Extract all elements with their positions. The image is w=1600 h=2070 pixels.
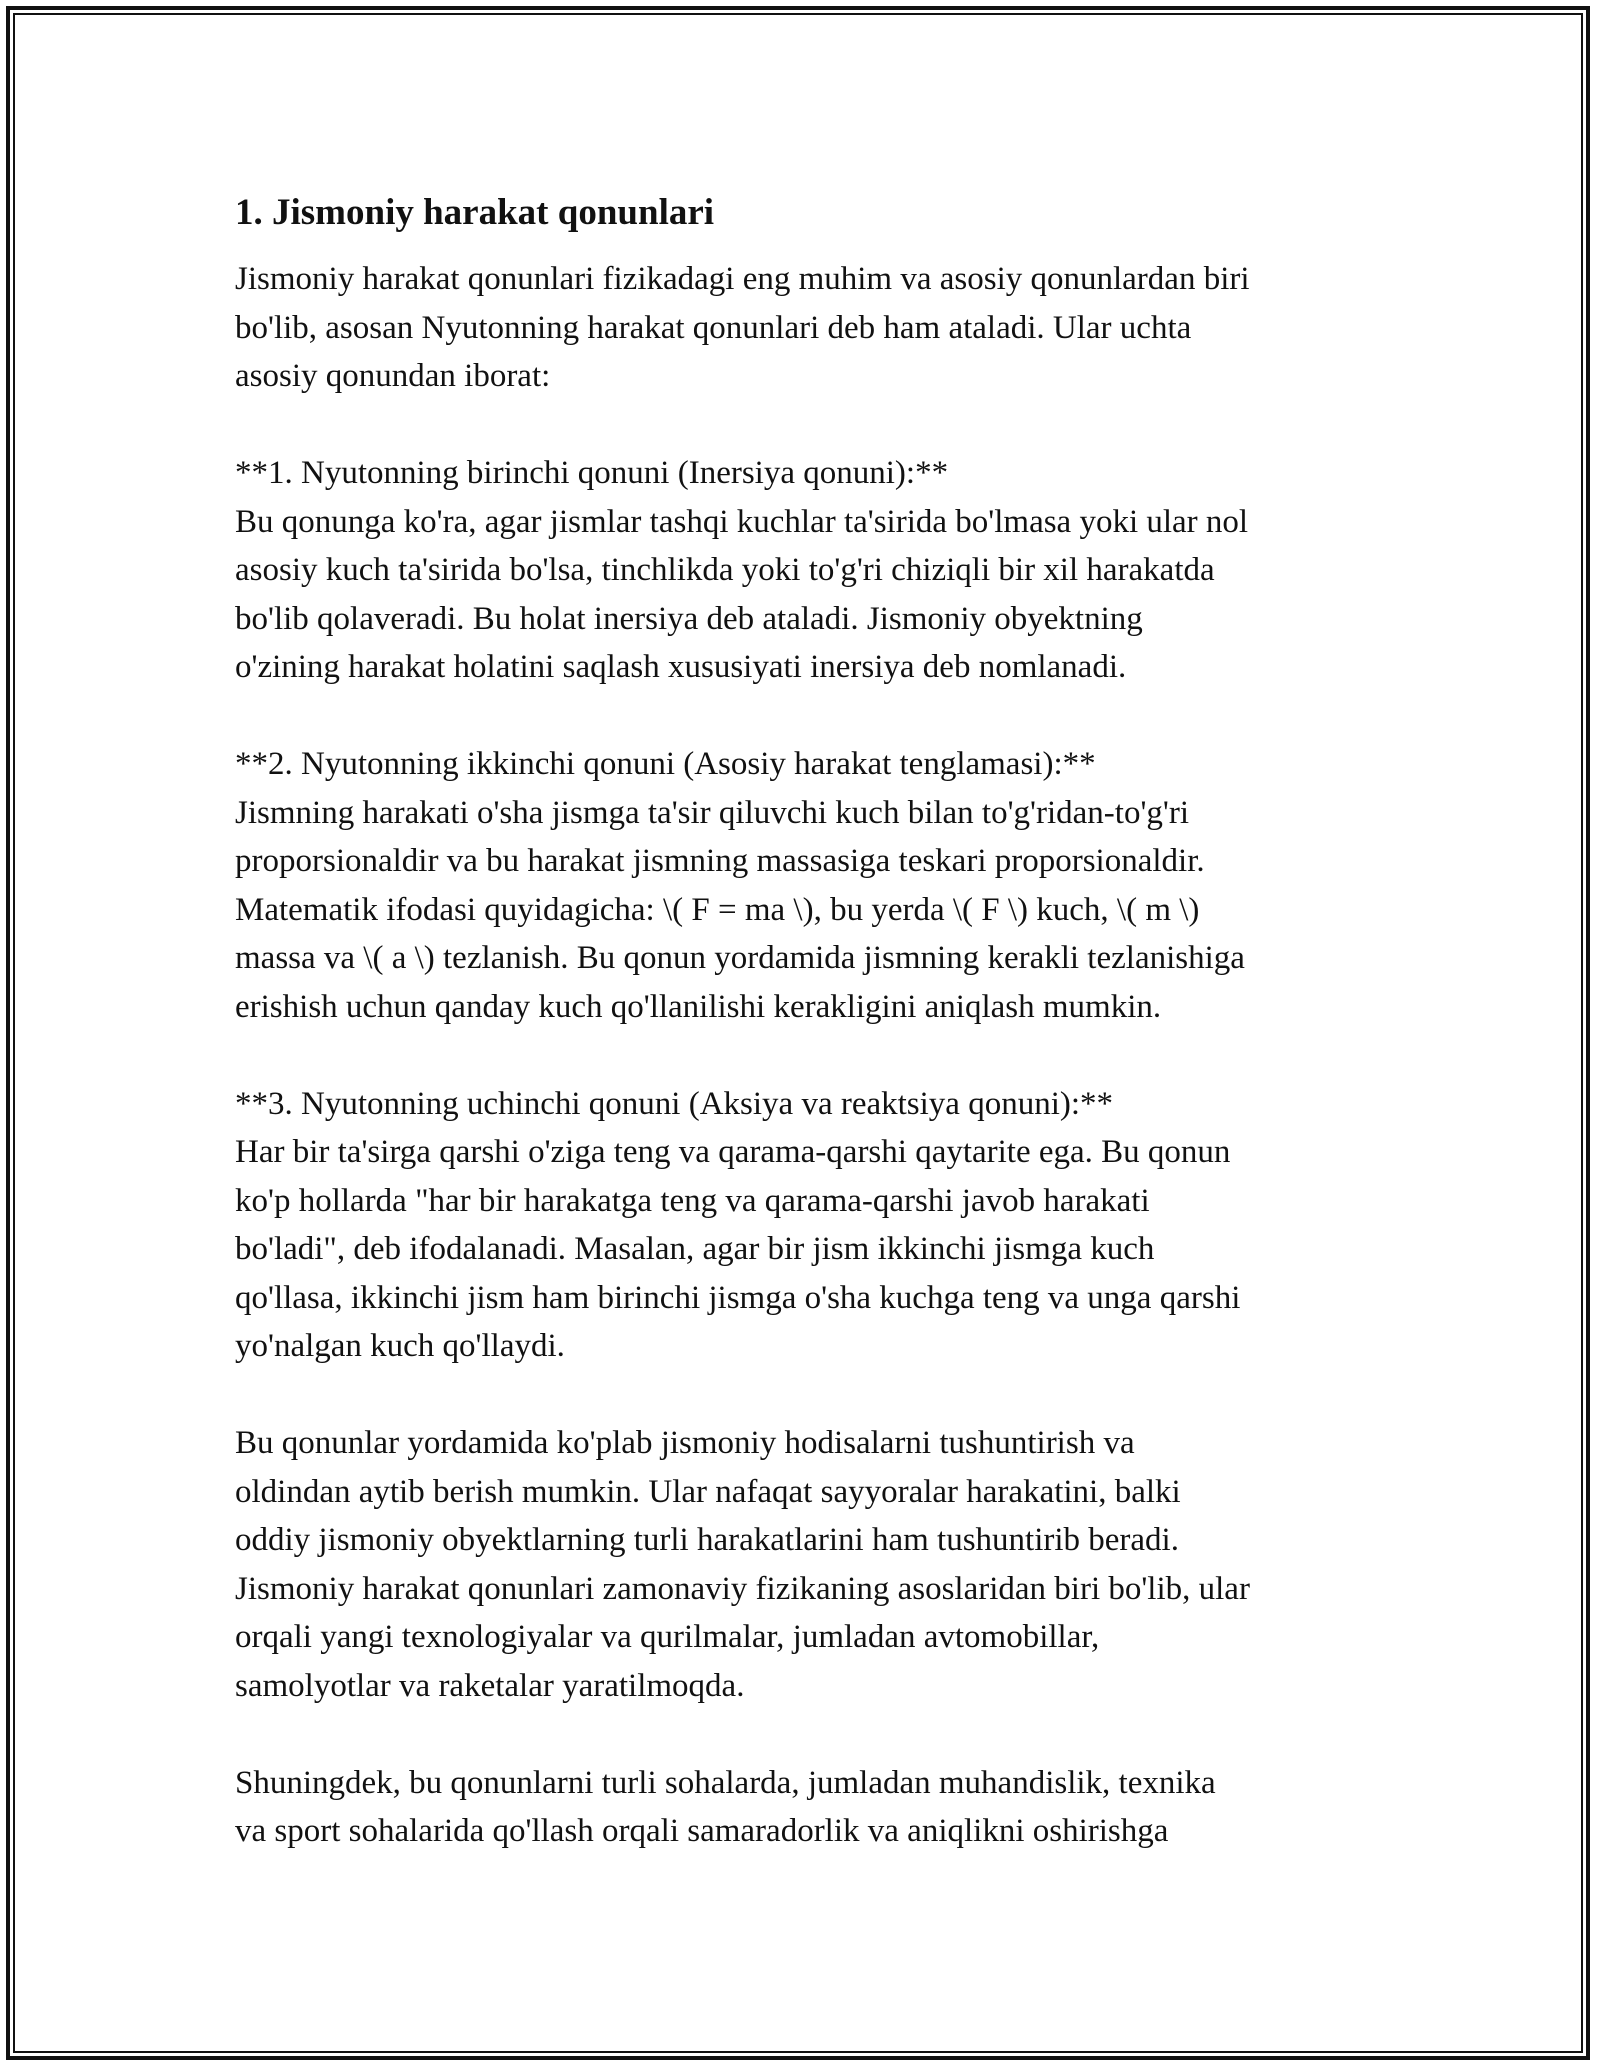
- text-line: va sport sohalarida qo'llash orqali samaradorlik va aniqlikni oshirishga: [235, 1813, 1169, 1849]
- text-line: oldindan aytib berish mumkin. Ular nafaqat sayyoralar harakatini, balki: [235, 1473, 1181, 1510]
- text-line: Shuningdek, bu qonunlarni turli sohalarda, jumladan muhandislik, texnika: [235, 1764, 1216, 1801]
- text-line: Bu qonunlar yordamida ko'plab jismoniy hodisalarni tushuntirish va: [235, 1425, 1135, 1461]
- law-title: **2. Nyutonning ikkinchi qonuni (Asosiy harakat tenglamasi):**: [235, 746, 1096, 782]
- text-line: Matematik ifodasi quyidagicha: \( F = ma \), bu yerda \( F \) kuch, \( m \): [235, 891, 1200, 928]
- paragraph-third-law: [235, 1080, 1365, 1371]
- paragraph-applications: [235, 1419, 1365, 1710]
- law-title: **3. Nyutonning uchinchi qonuni (Aksiya va reaktsiya qonuni):**: [235, 1085, 1114, 1122]
- text-line: Bu qonunga ko'ra, agar jismlar tashqi kuchlar ta'sirida bo'lmasa yoki ular nol: [235, 503, 1249, 540]
- text-line: orqali yangi texnologiyalar va qurilmalar, jumladan avtomobillar,: [235, 1619, 1100, 1655]
- text-line: bo'lib, asosan Nyutonning harakat qonunlari deb ham ataladi. Ular uchta: [235, 309, 1192, 346]
- text-line: ko'p hollarda "har bir harakatga teng va qarama-qarshi javob harakati: [235, 1182, 1150, 1219]
- text-line: Jismoniy harakat qonunlari zamonaviy fizikaning asoslaridan biri bo'lib, ular: [235, 1570, 1250, 1607]
- law-title: **1. Nyutonning birinchi qonuni (Inersiya qonuni):**: [235, 455, 949, 491]
- text-line: Jismning harakati o'sha jismga ta'sir qiluvchi kuch bilan to'g'ridan-to'g'ri: [235, 794, 1190, 831]
- paragraph-first-law: [235, 449, 1365, 692]
- paragraph-second-law: [235, 740, 1365, 1031]
- text-line: qo'llasa, ikkinchi jism ham birinchi jismga o'sha kuchga teng va unga qarshi: [235, 1279, 1241, 1316]
- text-line: oddiy jismoniy obyektlarning turli harakatlarini ham tushuntirib beradi.: [235, 1522, 1179, 1558]
- text-line: erishish uchun qanday kuch qo'llanilishi kerakligini aniqlash mumkin.: [235, 988, 1162, 1025]
- text-line: yo'nalgan kuch qo'llaydi.: [235, 1328, 565, 1364]
- text-line: Jismoniy harakat qonunlari fizikadagi eng muhim va asosiy qonunlardan biri: [235, 261, 1250, 297]
- text-line: bo'lib qolaveradi. Bu holat inersiya deb ataladi. Jismoniy obyektning: [235, 600, 1143, 637]
- paragraph-conclusion: [235, 1759, 1365, 1856]
- text-line: massa va \( a \) tezlanish. Bu qonun yordamida jismning kerakli tezlanishiga: [235, 940, 1245, 976]
- section-heading: 1. Jismoniy harakat qonunlari: [235, 192, 715, 233]
- document-body: [235, 188, 1365, 1904]
- text-line: bo'ladi", deb ifodalanadi. Masalan, agar bir jism ikkinchi jismga kuch: [235, 1231, 1155, 1267]
- text-line: samolyotlar va raketalar yaratilmoqda.: [235, 1667, 745, 1704]
- text-line: asosiy kuch ta'sirida bo'lsa, tinchlikda yoki to'g'ri chiziqli bir xil harakatda: [235, 552, 1215, 588]
- text-line: o'zining harakat holatini saqlash xususiyati inersiya deb nomlanadi.: [235, 649, 1127, 685]
- text-line: asosiy qonundan iborat:: [235, 358, 551, 394]
- paragraph-intro: [235, 255, 1365, 401]
- text-line: proporsionaldir va bu harakat jismning massasiga teskari proporsionaldir.: [235, 843, 1205, 879]
- text-line: Har bir ta'sirga qarshi o'ziga teng va qarama-qarshi qaytarite ega. Bu qonun: [235, 1134, 1231, 1170]
